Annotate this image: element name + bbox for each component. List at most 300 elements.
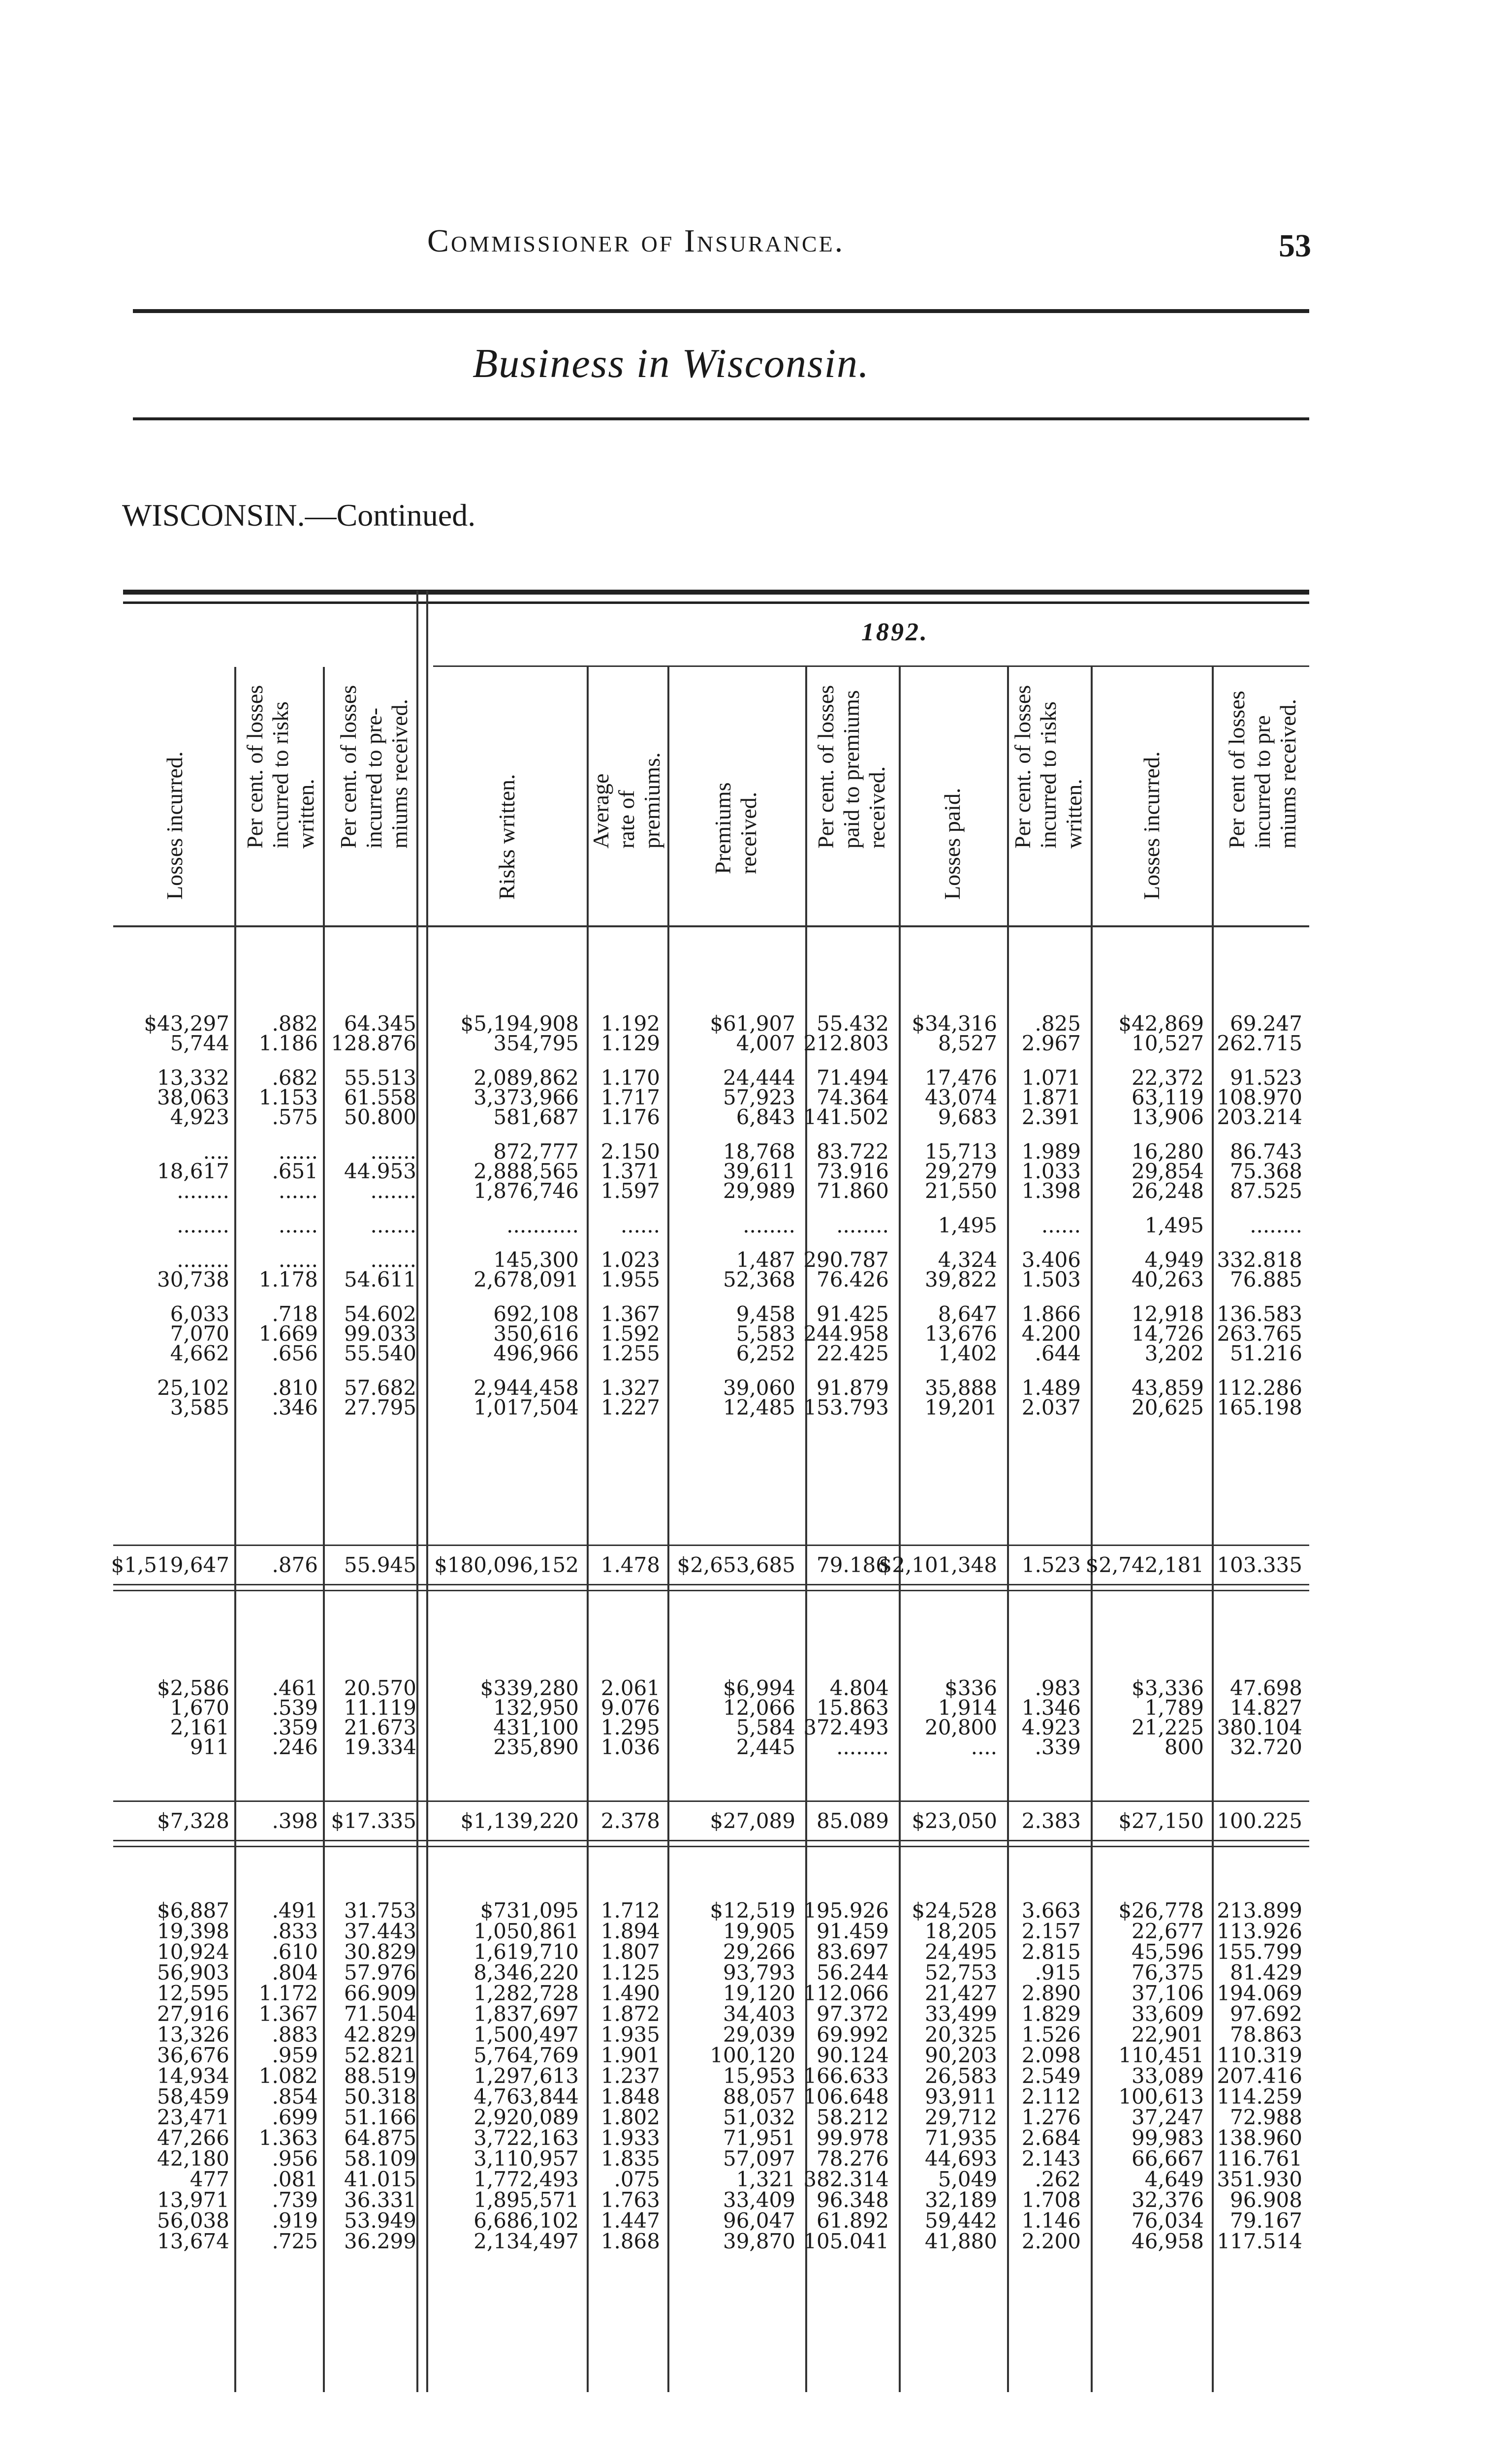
table-cell: 1.237 [600,2064,660,2088]
table-cell: 1.023 [600,1248,660,1272]
table-cell: 6,252 [736,1341,795,1365]
column-header [325,655,423,930]
table-cell: 16,280 [1132,1139,1204,1164]
table-cell: 29,279 [925,1159,997,1183]
table-cell: 2.037 [1021,1395,1081,1420]
column-header [236,655,325,930]
table-cell: 29,854 [1132,1159,1204,1183]
table-cell: ....... [370,1248,416,1272]
table-cell: 1.082 [258,2064,318,2088]
table-cell: ...... [1041,1213,1081,1237]
column-header-label: Losses incurred. [1139,751,1164,900]
table-cell: 1.186 [258,1031,318,1055]
table-cell: 1.367 [600,1302,660,1326]
table-cell: 1,772,493 [473,2167,579,2191]
table-cell: 32,189 [925,2188,997,2212]
table-cell: 332.818 [1217,1248,1302,1272]
column-header-label: Average rate of premiums. [588,752,664,849]
table-cell: 4.200 [1021,1322,1081,1346]
table-cell: 78.863 [1230,2022,1302,2047]
table-cell: 153.793 [803,1395,889,1420]
table-cell: 581,687 [493,1105,579,1129]
table-cell: ........ [836,1213,889,1237]
table-cell: 33,499 [925,2002,997,2026]
table-cell: 1.227 [600,1395,660,1420]
table-cell: 235,890 [493,1735,579,1759]
table-cell: .882 [272,1011,318,1036]
table-cell: 2.549 [1021,2064,1081,2088]
table-cell: 66.909 [344,1981,416,2005]
table-cell: 59,442 [925,2209,997,2233]
table-cell: 29,266 [723,1940,795,1964]
table-cell: .883 [272,2022,318,2047]
table-cell: 55.540 [344,1341,416,1365]
table-cell: 58.212 [817,2105,889,2129]
table-cell: 3.663 [1021,1898,1081,1923]
running-head: Commissioner of Insurance. [427,223,845,259]
table-cell: 1.901 [600,2043,660,2067]
table-cell: 2,920,089 [473,2105,579,2129]
table-cell: 33,409 [723,2188,795,2212]
table-cell: 76.885 [1230,1267,1302,1292]
table-cell: 496,966 [493,1341,579,1365]
table-cell: .983 [1035,1676,1081,1700]
table-cell: 3.406 [1021,1248,1081,1272]
table-cell: 1.835 [600,2146,660,2171]
table-cell: 22,372 [1132,1066,1204,1090]
table-cell: 1.866 [1021,1302,1081,1326]
total-cell: 103.335 [1217,1553,1302,1577]
total-cell: $2,653,685 [677,1553,795,1577]
table-cell: ........ [177,1179,229,1203]
table-cell: 4,649 [1144,2167,1204,2191]
table-cell: 19,398 [157,1919,229,1943]
table-cell: 24,495 [925,1940,997,1964]
table-cell: 53.949 [344,2209,416,2233]
column-header-label: Per cent. of losses incurred to pre- miums received. [336,685,412,849]
table-cell: 50.318 [344,2084,416,2109]
total-cell: 1.478 [600,1553,660,1577]
table-cell: 100,120 [710,2043,795,2067]
table-cell: 96,047 [723,2209,795,2233]
table-cell: 5,583 [736,1322,795,1346]
table-cell: .718 [272,1302,318,1326]
table-cell: 113.926 [1217,1919,1302,1943]
table-cell: 8,647 [938,1302,997,1326]
total-cell: $27,150 [1118,1809,1204,1833]
table-cell: 13,326 [157,2022,229,2047]
total-cell: 55.945 [344,1553,416,1577]
table-cell: 136.583 [1217,1302,1302,1326]
table-cell: 83.697 [817,1940,889,1964]
table-cell: 2,888,565 [473,1159,579,1183]
table-cell: $24,528 [912,1898,997,1923]
table-cell: $336 [945,1676,997,1700]
table-cell: 6,033 [170,1302,229,1326]
table-cell: 1,789 [1144,1696,1204,1720]
table-cell: 145,300 [493,1248,579,1272]
table-cell: 56.244 [817,1960,889,1985]
total-cell: 100.225 [1217,1809,1302,1833]
total-cell: $7,328 [157,1809,229,1833]
table-cell: .959 [272,2043,318,2067]
table-cell: 6,843 [736,1105,795,1129]
table-cell: 2.157 [1021,1919,1081,1943]
table-cell: 75.368 [1230,1159,1302,1183]
table-cell: 1.526 [1021,2022,1081,2047]
table-cell: 88,057 [723,2084,795,2109]
table-top-rule [123,590,1309,595]
total-cell: 1.523 [1021,1553,1081,1577]
table-cell: 2,134,497 [473,2229,579,2253]
column-header [807,655,896,930]
table-cell: .339 [1035,1735,1081,1759]
table-cell: 7,070 [170,1322,229,1346]
table-cell: .081 [272,2167,318,2191]
table-cell: 872,777 [493,1139,579,1164]
table-cell: 14,934 [157,2064,229,2088]
table-cell: 431,100 [493,1715,579,1739]
table-cell: 1.071 [1021,1066,1081,1090]
table-cell: 27,916 [157,2002,229,2026]
table-cell: 165.198 [1217,1395,1302,1420]
table-cell: 21,427 [925,1981,997,2005]
table-cell: 19,905 [723,1919,795,1943]
table-cell: 43,074 [925,1085,997,1109]
table-cell: 1.763 [600,2188,660,2212]
table-cell: 1.153 [258,1085,318,1109]
table-cell: 5,049 [938,2167,997,2191]
table-cell: 2.112 [1021,2084,1081,2109]
table-top-rule-2 [123,601,1309,604]
table-cell: 1.989 [1021,1139,1081,1164]
table-cell: 91.459 [817,1919,889,1943]
table-cell: 4,007 [736,1031,795,1055]
table-cell: 2,089,862 [473,1066,579,1090]
table-cell: 45,596 [1132,1940,1204,1964]
table-cell: 244.958 [803,1322,889,1346]
total-double-rule [113,1590,1309,1591]
table-cell: 96.908 [1230,2188,1302,2212]
table-cell: 1.489 [1021,1376,1081,1400]
column-header-label: Per cent. of losses incurred to risks written. [242,685,318,849]
table-cell: 39,611 [723,1159,795,1183]
table-cell: 93,911 [925,2084,997,2109]
table-cell: 1.176 [600,1105,660,1129]
total-top-rule [113,1800,1309,1802]
table-cell: $339,280 [480,1676,579,1700]
table-cell: 99,983 [1132,2126,1204,2150]
table-cell: .610 [272,1940,318,1964]
table-cell: 1.255 [600,1341,660,1365]
table-cell: .359 [272,1715,318,1739]
table-cell: .804 [272,1960,318,1985]
table-cell: 1.503 [1021,1267,1081,1292]
table-cell: 213.899 [1217,1898,1302,1923]
table-cell: 2.150 [600,1139,660,1164]
total-cell: 2.378 [600,1809,660,1833]
table-cell: 2.143 [1021,2146,1081,2171]
table-cell: 2.967 [1021,1031,1081,1055]
table-cell: 61.558 [344,1085,416,1109]
table-cell: 1.192 [600,1011,660,1036]
table-cell: 23,471 [157,2105,229,2129]
table-cell: 93,793 [723,1960,795,1985]
column-header [1093,655,1211,930]
table-cell: 1.807 [600,1940,660,1964]
table-cell: 71,951 [723,2126,795,2150]
table-cell: 11.119 [344,1696,416,1720]
table-cell: 1.935 [600,2022,660,2047]
table-cell: 1.033 [1021,1159,1081,1183]
table-cell: 34,403 [723,2002,795,2026]
table-cell: 207.416 [1217,2064,1302,2088]
table-cell: 21,550 [925,1179,997,1203]
table-cell: 354,795 [493,1031,579,1055]
table-cell: ........ [1250,1213,1302,1237]
table-cell: 19,120 [723,1981,795,2005]
year-label: 1892. [861,618,929,646]
table-cell: $43,297 [144,1011,229,1036]
table-cell: .915 [1035,1960,1081,1985]
table-cell: 72.988 [1230,2105,1302,2129]
table-cell: 262.715 [1217,1031,1302,1055]
table-cell: 1.170 [600,1066,660,1090]
table-cell: 91.523 [1230,1066,1302,1090]
table-cell: 8,527 [938,1031,997,1055]
table-cell: 212.803 [803,1031,889,1055]
total-cell: 2.383 [1021,1809,1081,1833]
table-cell: 13,332 [157,1066,229,1090]
table-cell: 90,203 [925,2043,997,2067]
table-cell: 64.345 [344,1011,416,1036]
table-cell: 382.314 [803,2167,889,2191]
table-cell: .... [971,1735,997,1759]
table-cell: 12,918 [1132,1302,1204,1326]
column-header [901,655,1004,930]
table-cell: 61.892 [817,2209,889,2233]
table-cell: 14,726 [1132,1322,1204,1346]
table-cell: .919 [272,2209,318,2233]
table-cell: 41,880 [925,2229,997,2253]
table-cell: .644 [1035,1341,1081,1365]
table-cell: 1.363 [258,2126,318,2150]
table-cell: 56,903 [157,1960,229,1985]
table-cell: 87.525 [1230,1179,1302,1203]
column-header-label: Losses incurred. [162,751,187,900]
table-cell: 194.069 [1217,1981,1302,2005]
table-cell: 50.800 [344,1105,416,1129]
table-cell: 3,585 [170,1395,229,1420]
table-cell: 97.692 [1230,2002,1302,2026]
table-cell: 13,906 [1132,1105,1204,1129]
table-cell: 1,895,571 [473,2188,579,2212]
table-cell: 1.871 [1021,1085,1081,1109]
table-cell: 1.868 [600,2229,660,2253]
table-cell: 71.860 [817,1179,889,1203]
table-cell: 10,924 [157,1940,229,1964]
table-cell: ........ [743,1213,795,1237]
table-cell: $6,887 [157,1898,229,1923]
table-cell: .461 [272,1676,318,1700]
table-cell: .575 [272,1105,318,1129]
table-cell: 57.682 [344,1376,416,1400]
table-cell: $61,907 [710,1011,795,1036]
total-cell: 85.089 [817,1809,889,1833]
table-cell: 14.827 [1230,1696,1302,1720]
table-cell: 2,944,458 [473,1376,579,1400]
table-cell: 477 [189,2167,229,2191]
column-header [1009,655,1088,930]
table-cell: $34,316 [912,1011,997,1036]
table-cell: $42,869 [1118,1011,1204,1036]
table-cell: 21.673 [344,1715,416,1739]
table-cell: 36,676 [157,2043,229,2067]
table-cell: 79.167 [1230,2209,1302,2233]
table-cell: 91.879 [817,1376,889,1400]
table-cell: 1.346 [1021,1696,1081,1720]
table-cell: .262 [1035,2167,1081,2191]
table-cell: 132,950 [493,1696,579,1720]
table-cell: 58,459 [157,2084,229,2109]
total-cell: $17.335 [331,1809,416,1833]
total-cell: $2,742,181 [1085,1553,1204,1577]
table-cell: 41.015 [344,2167,416,2191]
column-header-label: Premiums received. [710,782,761,874]
table-cell: 2.061 [600,1676,660,1700]
table-cell: 1.398 [1021,1179,1081,1203]
table-cell: .491 [272,1898,318,1923]
table-cell: .725 [272,2229,318,2253]
table-cell: 4,763,844 [473,2084,579,2109]
table-cell: 1.717 [600,1085,660,1109]
table-cell: 106.648 [803,2084,889,2109]
table-cell: 1,837,697 [473,2002,579,2026]
table-cell: ........ [177,1248,229,1272]
table-cell: $731,095 [480,1898,579,1923]
table-cell: 372.493 [803,1715,889,1739]
table-cell: 58.109 [344,2146,416,2171]
table-cell: 57,923 [723,1085,795,1109]
table-cell: 54.602 [344,1302,416,1326]
table-cell: 99.033 [344,1322,416,1346]
table-cell: 32.720 [1230,1735,1302,1759]
table-cell: 51.216 [1230,1341,1302,1365]
table-cell: 52,368 [723,1267,795,1292]
table-cell: 3,202 [1144,1341,1204,1365]
table-cell: 30,738 [157,1267,229,1292]
table-cell: 31.753 [344,1898,416,1923]
table-cell: 6,686,102 [473,2209,579,2233]
top-rule [133,309,1309,313]
column-header-label: Losses paid. [940,788,965,900]
total-cell: $2,101,348 [879,1553,997,1577]
table-cell: 69.247 [1230,1011,1302,1036]
table-cell: .075 [614,2167,660,2191]
table-cell: 12,595 [157,1981,229,2005]
table-cell: 20.570 [344,1676,416,1700]
table-cell: 46,958 [1132,2229,1204,2253]
table-cell: 35,888 [925,1376,997,1400]
table-cell: 39,870 [723,2229,795,2253]
column-header [669,655,802,930]
state-label: WISCONSIN.—Continued. [122,498,476,533]
table-cell: .854 [272,2084,318,2109]
table-cell: 12,485 [723,1395,795,1420]
table-cell: 19,201 [925,1395,997,1420]
table-cell: 141.502 [803,1105,889,1129]
table-cell: 57,097 [723,2146,795,2171]
table-cell: 13,676 [925,1322,997,1346]
table-cell: 44,693 [925,2146,997,2171]
table-cell: 1,495 [1144,1213,1204,1237]
table-cell: $2,586 [157,1676,229,1700]
table-cell: 97.372 [817,2002,889,2026]
table-cell: 5,584 [736,1715,795,1739]
table-cell: 351.930 [1217,2167,1302,2191]
table-cell: .651 [272,1159,318,1183]
table-cell: 9.076 [600,1696,660,1720]
table-cell: 42,180 [157,2146,229,2171]
table-cell: 55.513 [344,1066,416,1090]
table-cell: 2.098 [1021,2043,1081,2067]
table-cell: 2.815 [1021,1940,1081,1964]
table-cell: 2,678,091 [473,1267,579,1292]
table-cell: 1.327 [600,1376,660,1400]
table-cell: .682 [272,1066,318,1090]
table-cell: 20,800 [925,1715,997,1739]
table-cell: 36.299 [344,2229,416,2253]
section-title: Business in Wisconsin. [472,341,870,386]
table-cell: .699 [272,2105,318,2129]
table-cell: 10,527 [1132,1031,1204,1055]
column-header [428,655,586,930]
table-cell: 17,476 [925,1066,997,1090]
table-cell: 55.432 [817,1011,889,1036]
table-cell: 22,901 [1132,2022,1204,2047]
total-cell: $1,519,647 [111,1553,229,1577]
table-cell: 4,324 [938,1248,997,1272]
table-cell: 1.872 [600,2002,660,2026]
table-cell: 26,583 [925,2064,997,2088]
table-cell: 1.933 [600,2126,660,2150]
table-cell: 33,609 [1132,2002,1204,2026]
table-cell: 19.334 [344,1735,416,1759]
table-cell: 26,248 [1132,1179,1204,1203]
table-cell: 20,625 [1132,1395,1204,1420]
table-cell: 54.611 [344,1267,416,1292]
table-cell: 18,617 [157,1159,229,1183]
table-cell: 88.519 [344,2064,416,2088]
table-cell: 29,712 [925,2105,997,2129]
table-cell: 15,713 [925,1139,997,1164]
table-cell: 71,935 [925,2126,997,2150]
table-cell: 27.795 [344,1395,416,1420]
table-cell: 1,619,710 [473,1940,579,1964]
table-cell: 117.514 [1217,2229,1302,2253]
total-double-rule [113,1840,1309,1841]
total-cell: $23,050 [912,1809,997,1833]
table-cell: .739 [272,2188,318,2212]
table-cell: 290.787 [803,1248,889,1272]
table-cell: 69.992 [817,2022,889,2047]
total-cell: .876 [272,1553,318,1577]
table-cell: 39,060 [723,1376,795,1400]
table-cell: .656 [272,1341,318,1365]
column-header-label: Per cent of losses incurred to pre miums received. [1224,691,1300,849]
table-cell: 71.494 [817,1066,889,1090]
table-cell: 2.200 [1021,2229,1081,2253]
